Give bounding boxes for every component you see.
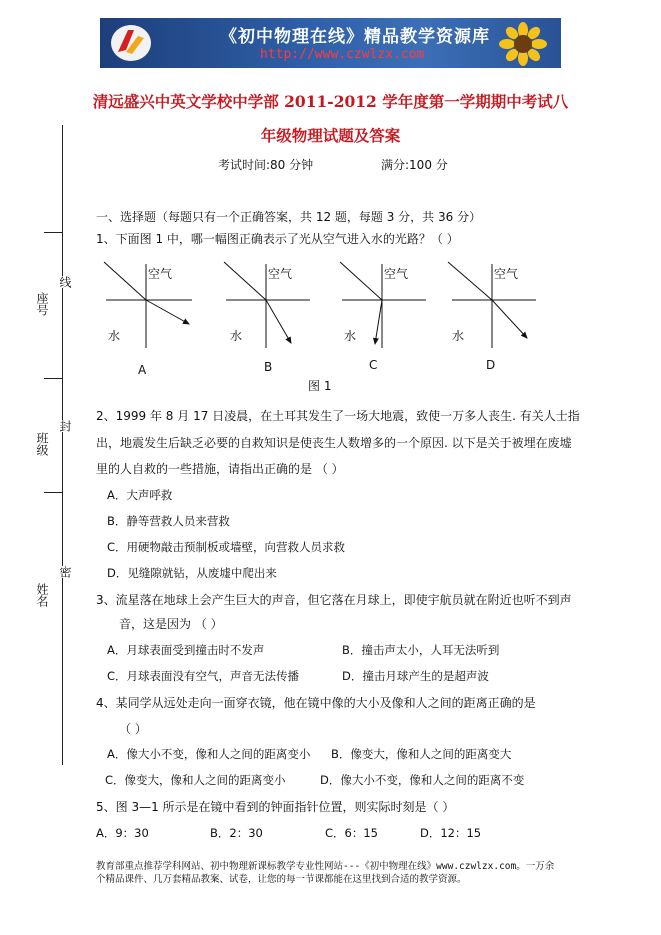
- question-1: 1、下面图 1 中，哪一幅图正确表示了光从空气进入水的光路？（ ）: [96, 232, 459, 246]
- label-water-c: 水: [344, 329, 357, 343]
- q2-option-d: D．见缝隙就钻，从废墟中爬出来: [107, 566, 277, 580]
- doc-title-line2: 年级物理试题及答案: [260, 126, 401, 145]
- site-logo-icon: [108, 22, 154, 64]
- label-option-c: C: [369, 358, 378, 372]
- binding-line: [62, 125, 63, 765]
- label-option-d: D: [486, 358, 496, 372]
- label-air-c: 空气: [384, 267, 409, 281]
- name-label: 姓名: [35, 583, 49, 607]
- label-air-a: 空气: [148, 267, 173, 281]
- seat-label: 座号: [35, 292, 49, 316]
- label-air-b: 空气: [268, 267, 293, 281]
- footer-line2: 个精品课件、几万套精品教案、试卷，让您的每一节课都能在这里找到合适的教学资源。: [96, 874, 467, 885]
- section-heading: 一、选择题（每题只有一个正确答案，共 12 题，每题 3 分，共 36 分）: [96, 210, 482, 224]
- doc-title-line1: 清远盛兴中英文学校中学部 2011-2012 学年度第一学期期中考试八: [92, 92, 569, 111]
- question-2-line1: 2、1999 年 8 月 17 日凌晨，在土耳其发生了一场大地震，致使一万多人丧生. 有关人士指: [96, 409, 580, 423]
- label-water-a: 水: [108, 329, 121, 343]
- banner-url[interactable]: http://www.czwlzx.com: [260, 47, 425, 62]
- label-option-b: B: [264, 360, 273, 374]
- header-banner: [100, 18, 561, 68]
- sunflower-icon: [493, 22, 553, 66]
- question-3-line2: 音，这是因为 （ ）: [119, 617, 223, 631]
- question-5: 5、图 3—1 所示是在镜中看到的钟面指针位置，则实际时刻是（ ）: [96, 800, 455, 814]
- footer-line1: 教育部重点推荐学科网站、初中物理新课标教学专业性网站---《初中物理在线》www.czwlzx.com。一万余: [96, 861, 555, 872]
- q4-option-c: C．像变大，像和人之间的距离变小: [105, 773, 286, 787]
- q5-option-d: D．12：15: [420, 826, 482, 840]
- class-label: 班级: [35, 432, 49, 456]
- q5-option-b: B．2：30: [210, 826, 263, 840]
- q3-option-a: A．月球表面受到撞击时不发声: [107, 643, 265, 657]
- q2-option-b: B．静等营救人员来营救: [107, 514, 230, 528]
- q4-option-a: A．像大小不变，像和人之间的距离变小: [107, 747, 311, 761]
- label-option-a: A: [138, 363, 147, 377]
- q5-option-a: A．9：30: [96, 826, 149, 840]
- q3-option-b: B．撞击声太小，人耳无法听到: [342, 643, 500, 657]
- question-3-line1: 3、流星落在地球上会产生巨大的声音，但它落在月球上，即使宇航员就在附近也听不到声: [96, 593, 572, 607]
- label-water-b: 水: [230, 329, 243, 343]
- question-4-line1: 4、某同学从远处走向一面穿衣镜，他在镜中像的大小及像和人之间的距离正确的是: [96, 696, 536, 710]
- seal-char: 封: [58, 420, 72, 432]
- label-water-d: 水: [452, 329, 465, 343]
- class-underline: [44, 378, 62, 379]
- question-4-line2: （ ）: [119, 722, 147, 736]
- q4-option-d: D．像大小不变，像和人之间的距离不变: [320, 773, 525, 787]
- question-2-line2: 出，地震发生后缺乏必要的自救知识是使丧生人数增多的一个原因. 以下是关于被埋在废墟: [96, 436, 572, 450]
- question-2-line3: 里的人自救的一些措施，请指出正确的是 （ ）: [96, 462, 344, 476]
- seat-underline: [44, 232, 62, 233]
- line-char: 线: [58, 276, 72, 288]
- secret-char: 密: [58, 566, 72, 578]
- q2-option-c: C．用硬物敲击预制板或墙壁，向营救人员求救: [107, 540, 346, 554]
- figure-caption: 图 1: [308, 379, 332, 393]
- name-underline: [44, 492, 62, 493]
- q5-option-c: C．6：15: [325, 826, 378, 840]
- full-score: 满分:100 分: [381, 158, 448, 172]
- label-air-d: 空气: [494, 267, 519, 281]
- q3-option-d: D．撞击月球产生的是超声波: [342, 669, 489, 683]
- q2-option-a: A．大声呼救: [107, 488, 173, 502]
- exam-time: 考试时间:80 分钟: [218, 158, 314, 172]
- q3-option-c: C．月球表面没有空气，声音无法传播: [107, 669, 300, 683]
- banner-title: 《初中物理在线》精品教学资源库: [220, 27, 490, 47]
- q4-option-b: B．像变大，像和人之间的距离变大: [331, 747, 512, 761]
